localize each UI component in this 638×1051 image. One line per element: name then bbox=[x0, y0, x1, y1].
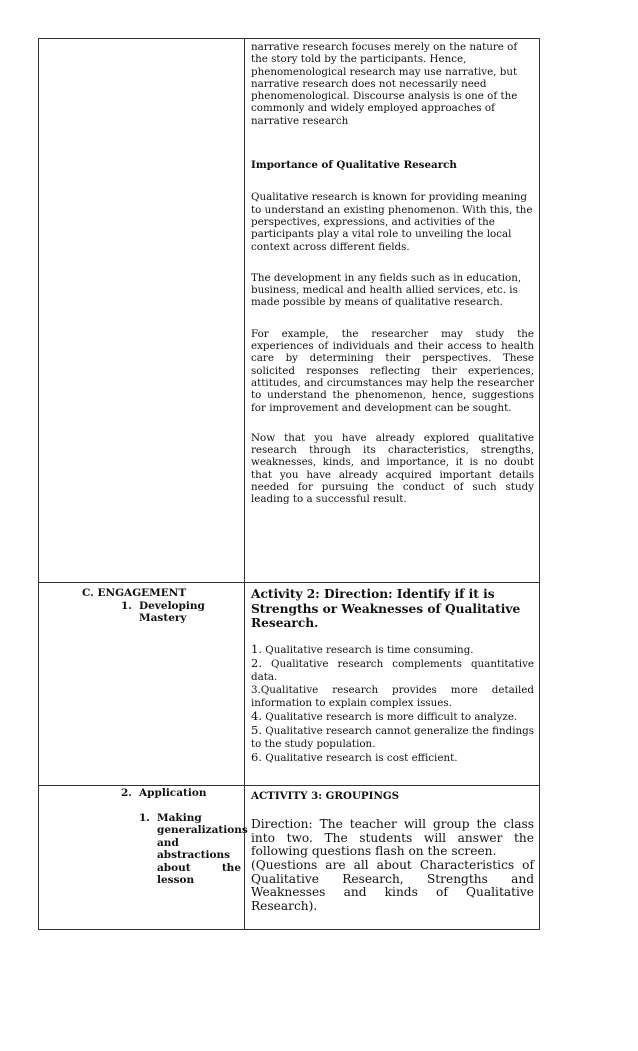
subitem-text: Developing bbox=[139, 599, 205, 612]
lesson-plan-table bbox=[38, 38, 540, 930]
subitem-text-continued: Mastery bbox=[139, 612, 187, 624]
table-row bbox=[39, 582, 539, 785]
left-cell-engagement bbox=[39, 583, 245, 785]
subitem-text: Making generalizations and abstractions about the lesson bbox=[157, 811, 248, 886]
list-item: 1. Qualitative research is time consuming. bbox=[251, 641, 474, 656]
left-cell-application bbox=[39, 786, 248, 929]
list-item: 2. Qualitative research complements quantitative data. bbox=[251, 655, 534, 683]
paragraph: Qualitative research is known for providing meaning to understand an existing phenomenon. With this, the perspectives, expressions, and activities of the participants play a vital role to unveiling the local context across different fields. bbox=[251, 191, 533, 253]
list-item: 5. Qualitative research cannot generalize the findings to the study population. bbox=[251, 722, 534, 750]
right-cell-activity bbox=[245, 786, 539, 929]
left-cell-empty bbox=[39, 39, 245, 582]
engagement-title: C. ENGAGEMENT bbox=[82, 587, 187, 599]
subitem-number: 1. bbox=[121, 599, 132, 612]
table-row bbox=[39, 785, 539, 929]
paragraph: Now that you have already explored qualitative research through its characteristics, strengths, weaknesses, kinds, and importance, it is no doubt that you have already acquired important details needed for pursuing the conduct of such study leading to a successful result. bbox=[251, 431, 534, 506]
engagement-subitem bbox=[39, 600, 244, 613]
paragraph: For example, the researcher may study the experiences of individuals and their access to health care by determining their perspectives. These solicited responses reflecting their experiences, attitudes, and circumstances may help the researcher to understand the phenomenon, hence, suggestions for improvement and development can be sought. bbox=[251, 327, 534, 414]
list-item: 3.Qualitative research provides more detailed information to explain complex issues. bbox=[251, 683, 534, 709]
right-cell-activity bbox=[245, 583, 539, 785]
application-number: 2. bbox=[121, 787, 132, 799]
activity-title: ACTIVITY 3: GROUPINGS bbox=[251, 790, 400, 802]
activity-items bbox=[251, 643, 534, 765]
application-subitem bbox=[39, 811, 248, 887]
list-item: 4. Qualitative research is more difficult to analyze. bbox=[251, 708, 518, 723]
application-label: Application bbox=[139, 787, 207, 799]
table-row bbox=[39, 39, 539, 582]
activity-title: Activity 2: Direction: Identify if it is Strengths or Weaknesses of Qualitative Research. bbox=[251, 587, 521, 630]
intro-paragraph: narrative research focuses merely on the nature of the story told by the participants. Hence, phenomenological research may use narrative, but narrative research does not necessarily need phenomenological. Discourse analysis is one of the commonly and widely employed approaches of narrative research bbox=[251, 41, 518, 127]
subitem-number: 1. bbox=[139, 811, 150, 824]
right-cell-content bbox=[245, 39, 539, 582]
direction-text: Direction: The teacher will group the class into two. The students will answer the following questions flash on the screen. bbox=[251, 817, 534, 859]
application-title bbox=[39, 787, 244, 800]
note-text: (Questions are all about Characteristics of Qualitative Research, Strengths and Weaknesses and kinds of Qualitative Research). bbox=[251, 858, 534, 913]
list-item: 6. Qualitative research is cost efficient. bbox=[251, 749, 458, 764]
paragraph: The development in any fields such as in education, business, medical and health allied services, etc. is made possible by means of qualitative research. bbox=[251, 271, 522, 309]
section-heading: Importance of Qualitative Research bbox=[251, 159, 457, 172]
